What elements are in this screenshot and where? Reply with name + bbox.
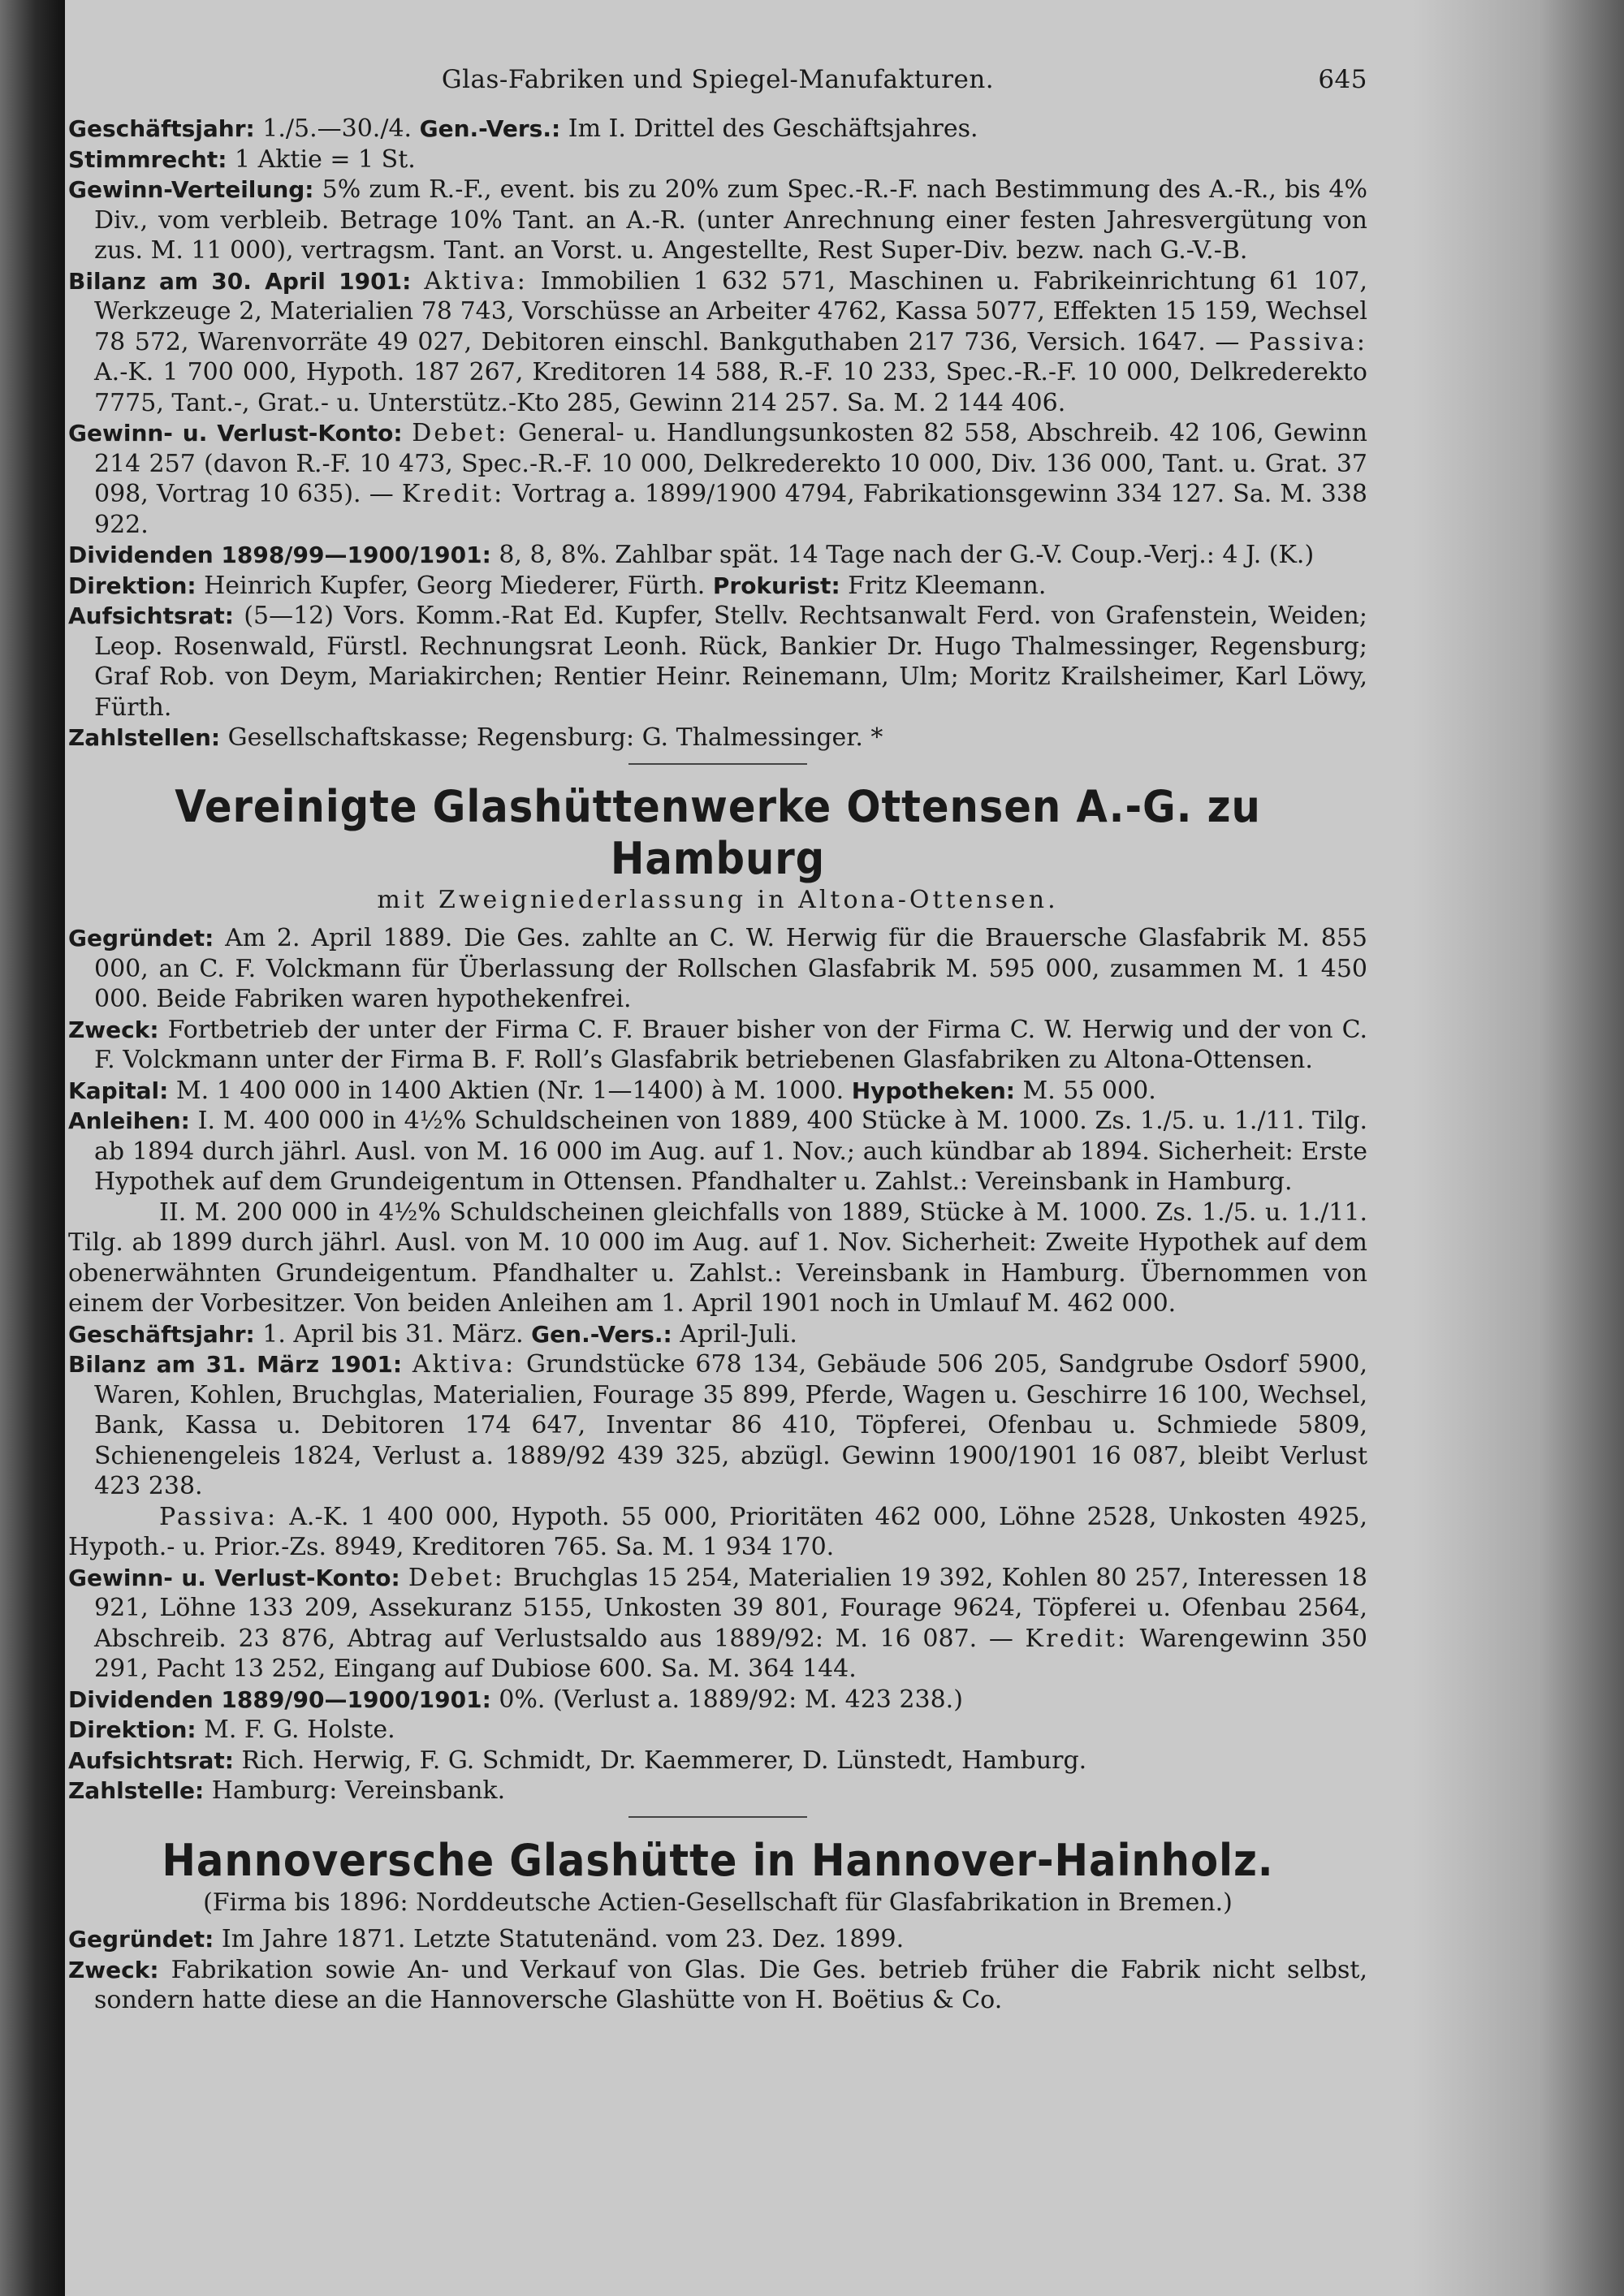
entry-zahlstellen: Zahlstellen: Gesellschaftskasse; Regensburg: G. Thalmessinger. * [68, 723, 883, 752]
entry-aufsichtsrat: Aufsichtsrat: (5—12) Vors. Komm.-Rat Ed. Kupfer, Stellv. Rechtsanwalt Ferd. von Grafenstein, Weiden; Leop. Rosenwald, Fürstl. Rechnungsrat Leonh. Rück, Bankier Dr. Hugo Thalmessinger, Regensburg; Graf Rob. von Deym, Mariakirchen; Rentier Heinr. Reinemann, Ulm; Moritz Krailsheimer, Karl Löwy, Fürth. [68, 602, 1367, 722]
company-title-hannover: Hannoversche Glashütte in Hannover-Hainholz. [162, 1834, 1274, 1886]
entry-direktion-2: Direktion: M. F. G. Holste. [68, 1716, 395, 1744]
entry-direktion: Direktion: Heinrich Kupfer, Georg Miederer, Fürth. Prokurist: Fritz Kleemann. [68, 571, 1047, 600]
header-title: Glas-Fabriken und Spiegel-Manufakturen. [441, 65, 995, 94]
entry-gegruendet-3: Gegründet: Im Jahre 1871. Letzte Statutenänd. vom 23. Dez. 1899. [68, 1925, 905, 1953]
entry-bilanz-2: Bilanz am 31. März 1901: Aktiva: Grundstücke 678 134, Gebäude 506 205, Sandgrube Osdorf 5900, Waren, Kohlen, Bruchglas, Materialien, Fourage 35 899, Pferde, Wagen u. Geschirre 16 100, Wechsel, Bank, Kassa u. Debitoren 174 647, Inventar 86 410, Töpferei, Ofenbau u. Schmiede 5809, Schienengeleis 1824, Verlust a. 1889/92 439 325, abzügl. Gewinn 1900/1901 16 087, bleibt Verlust 423 238. [68, 1350, 1367, 1500]
entry-dividenden: Dividenden 1898/99—1900/1901: 8, 8, 8%. Zahlbar spät. 14 Tage nach der G.-V. Coup.-Verj.: 4 J. (K.) [68, 541, 1315, 569]
entry-passiva-2: Passiva: A.-K. 1 400 000, Hypoth. 55 000, Prioritäten 462 000, Löhne 2528, Unkosten 4925, Hypoth.- u. Prior.-Zs. 8949, Kreditoren 765. Sa. M. 1 934 170. [68, 1502, 1367, 1561]
entry-geschaeftsjahr-2: Geschäftsjahr: 1. April bis 31. März. Gen.-Vers.: April-Juli. [68, 1319, 797, 1349]
entry-bilanz: Bilanz am 30. April 1901: Aktiva: Immobilien 1 632 571, Maschinen u. Fabrikeinrichtung 61 107, Werkzeuge 2, Materialien 78 743, Vorschüsse an Arbeiter 4762, Kassa 5077, Effekten 15 159, Wechsel 78 572, Warenvorräte 49 027, Debitoren einschl. Bankguthaben 217 736, Versich. 1647. — Passiva: A.-K. 1 700 000, Hypoth. 187 267, Kreditoren 14 588, R.-F. 10 233, Spec.-R.-F. 10 000, Delkrederekto 7775, Tant.-, Grat.- u. Unterstütz.-Kto 285, Gewinn 214 257. Sa. M. 2 144 406. [68, 266, 1367, 417]
entry-zahlstelle-2: Zahlstelle: Hamburg: Vereinsbank. [68, 1776, 506, 1805]
entry-geschaeftsjahr: Geschäftsjahr: 1./5.—30./4. Gen.-Vers.: Im I. Drittel des Geschäftsjahres. [68, 114, 978, 143]
entry-guv: Gewinn- u. Verlust-Konto: Debet: General- u. Handlungsunkosten 82 558, Abschreib. 42 106, Gewinn 214 257 (davon R.-F. 10 473, Spec.-R.-F. 10 000, Delkrederekto 10 000, Div. 136 000, Tant. u. Grat. 37 098, Vortrag 10 635). — Kredit: Vortrag a. 1899/1900 4794, Fabrikationsgewinn 334 127. Sa. M. 338 922. [68, 419, 1367, 539]
company-subtitle-ottensen: mit Zweigniederlassung in Altona-Ottensen. [377, 885, 1059, 914]
entry-zweck: Zweck: Fortbetrieb der unter der Firma C. F. Brauer bisher von der Firma C. W. Herwig und der von C. F. Volckmann unter der Firma B. F. Roll’s Glasfabrik betriebenen Glasfabriken zu Altona-Ottensen. [68, 1015, 1367, 1074]
entry-kapital: Kapital: M. 1 400 000 in 1400 Aktien (Nr. 1—1400) à M. 1000. Hypotheken: M. 55 000. [68, 1076, 1156, 1105]
section-divider [628, 1816, 807, 1818]
company-subtitle-hannover: (Firma bis 1896: Norddeutsche Actien-Gesellschaft für Glasfabrikation in Bremen.) [203, 1888, 1233, 1917]
entry-zweck-3: Zweck: Fabrikation sowie An- und Verkauf von Glas. Die Ges. betrieb früher die Fabrik nicht selbst, sondern hatte diese an die Hannoversche Glashütte von H. Boëtius & Co. [68, 1955, 1367, 2014]
entry-dividenden-2: Dividenden 1889/90—1900/1901: 0%. (Verlust a. 1889/92: M. 423 238.) [68, 1685, 963, 1714]
entry-gewinn-verteilung: Gewinn-Verteilung: 5% zum R.-F., event. bis zu 20% zum Spec.-R.-F. nach Bestimmung des A.-R., bis 4% Div., vom verbleib. Betrage 10% Tant. an A.-R. (unter Anrechnung einer festen Jahresvergütung von zus. M. 11 000), vertragsm. Tant. an Vorst. u. Angestellte, Rest Super-Div. bezw. nach G.-V.-B. [68, 175, 1367, 265]
running-header [68, 65, 1367, 114]
page-number: 645 [1318, 65, 1367, 94]
entry-anleihen: Anleihen: I. M. 400 000 in 4½% Schuldscheinen von 1889, 400 Stücke à M. 1000. Zs. 1./5. u. 1./11. Tilg. ab 1894 durch jährl. Ausl. von M. 16 000 im Aug. auf 1. Nov.; auch kündbar ab 1894. Sicherheit: Erste Hypothek auf dem Grundeigentum in Ottensen. Pfandhalter u. Zahlst.: Vereinsbank in Hamburg. [68, 1107, 1367, 1196]
entry-gegruendet: Gegründet: Am 2. April 1889. Die Ges. zahlte an C. W. Herwig für die Brauersche Glasfabrik M. 855 000, an C. F. Volckmann für Überlassung der Rollschen Glasfabrik M. 595 000, zusammen M. 1 450 000. Beide Fabriken waren hypothekenfrei. [68, 924, 1367, 1013]
page-edge-shadow [1413, 0, 1624, 2296]
entry-guv-2: Gewinn- u. Verlust-Konto: Debet: Bruchglas 15 254, Materialien 19 392, Kohlen 80 257, Interessen 18 921, Löhne 133 209, Assekuranz 5155, Unkosten 39 801, Fourage 9624, Töpferei u. Ofenbau 2564, Abschreib. 23 876, Abtrag auf Verlustsaldo aus 1889/92: M. 16 087. — Kredit: Warengewinn 350 291, Pacht 13 252, Eingang auf Dubiose 600. Sa. M. 364 144. [68, 1563, 1367, 1683]
company-title-ottensen: Vereinigte Glashüttenwerke Ottensen A.-G. zu Hamburg [175, 780, 1261, 884]
entry-anleihen-ii: II. M. 200 000 in 4½% Schuldscheinen gleichfalls von 1889, Stücke à M. 1000. Zs. 1./5. u. 1./11. Tilg. ab 1899 durch jährl. Ausl. von M. 10 000 im Aug. auf 1. Nov. Sicherheit: Zweite Hypothek auf dem obenerwähnten Grundeigentum. Pfandhalter u. Zahlst.: Vereinsbank in Hamburg. Übernommen von einem der Vorbesitzer. Von beiden Anleihen am 1. April 1901 noch in Umlauf M. 462 000. [68, 1198, 1367, 1318]
section-divider [628, 763, 807, 765]
entry-aufsichtsrat-2: Aufsichtsrat: Rich. Herwig, F. G. Schmidt, Dr. Kaemmerer, D. Lünstedt, Hamburg. [68, 1746, 1087, 1775]
entry-stimmrecht: Stimmrecht: 1 Aktie = 1 St. [68, 145, 416, 174]
document-page [68, 65, 1367, 2016]
book-spine [0, 0, 65, 2296]
